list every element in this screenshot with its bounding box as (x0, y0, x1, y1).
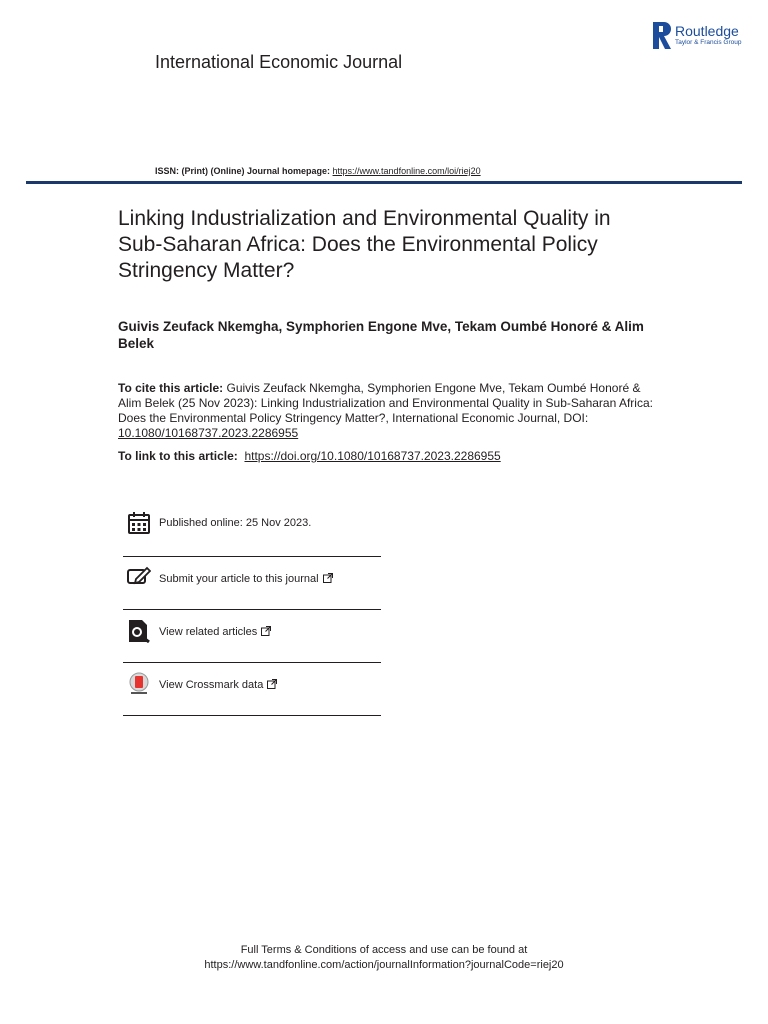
link-label: To link to this article: (118, 449, 238, 463)
citation (118, 381, 663, 441)
article-link (118, 449, 663, 464)
cite-text: Guivis Zeufack Nkemgha, Symphorien Engone Mve, Tekam Oumbé Honoré & Alim Belek (25 Nov 2023): Linking Industrialization and Environmental Quality in Sub-Saharan Africa: Does the Environmental Policy Stringency Matter?, International Economic Journal, DOI: (118, 381, 653, 425)
published-date: Published online: 25 Nov 2023. (159, 517, 312, 529)
search-document-icon (127, 619, 151, 643)
publisher-sub: Taylor & Francis Group (675, 39, 742, 46)
cite-label: To cite this article: (118, 381, 224, 395)
doi-link[interactable]: 10.1080/10168737.2023.2286955 (118, 426, 299, 440)
article-title: Linking Industrialization and Environmental Quality in Sub-Saharan Africa: Does the Environmental Policy Stringency Matter? (118, 207, 611, 282)
related-label: View related articles (159, 626, 258, 638)
routledge-logo-icon (653, 22, 671, 49)
terms-line: Full Terms & Conditions of access and use can be found at (240, 944, 528, 956)
article-url-link[interactable]: https://doi.org/10.1080/10168737.2023.2286955 (244, 449, 501, 463)
routledge-logo[interactable] (653, 22, 748, 50)
external-link-icon (267, 679, 277, 689)
header-rule (26, 181, 742, 184)
calendar-icon (127, 511, 151, 535)
related-articles-link[interactable] (159, 626, 271, 638)
submit-label: Submit your article to this journal (159, 573, 319, 585)
article-info-list (123, 503, 381, 716)
related-row[interactable] (123, 610, 381, 663)
crossmark-link[interactable] (159, 679, 277, 691)
submit-row[interactable] (123, 557, 381, 610)
crossmark-row[interactable] (123, 663, 381, 716)
terms-url[interactable]: https://www.tandfonline.com/action/journalInformation?journalCode=riej20 (204, 959, 564, 971)
article-authors: Guivis Zeufack Nkemgha, Symphorien Engone Mve, Tekam Oumbé Honoré & Alim Belek (118, 319, 644, 351)
crossmark-label: View Crossmark data (159, 679, 264, 691)
published-row (123, 503, 381, 557)
journal-homepage-link[interactable]: https://www.tandfonline.com/loi/riej20 (332, 166, 481, 176)
journal-title: International Economic Journal (155, 52, 403, 72)
terms-footer (0, 943, 768, 973)
crossmark-icon (127, 672, 151, 696)
edit-icon (127, 565, 151, 589)
external-link-icon (323, 573, 333, 583)
external-link-icon (261, 626, 271, 636)
submit-article-link[interactable] (159, 573, 333, 585)
publisher-name: Routledge (675, 23, 739, 39)
issn-label: ISSN: (Print) (Online) Journal homepage: (155, 166, 331, 176)
issn-line (155, 166, 481, 176)
